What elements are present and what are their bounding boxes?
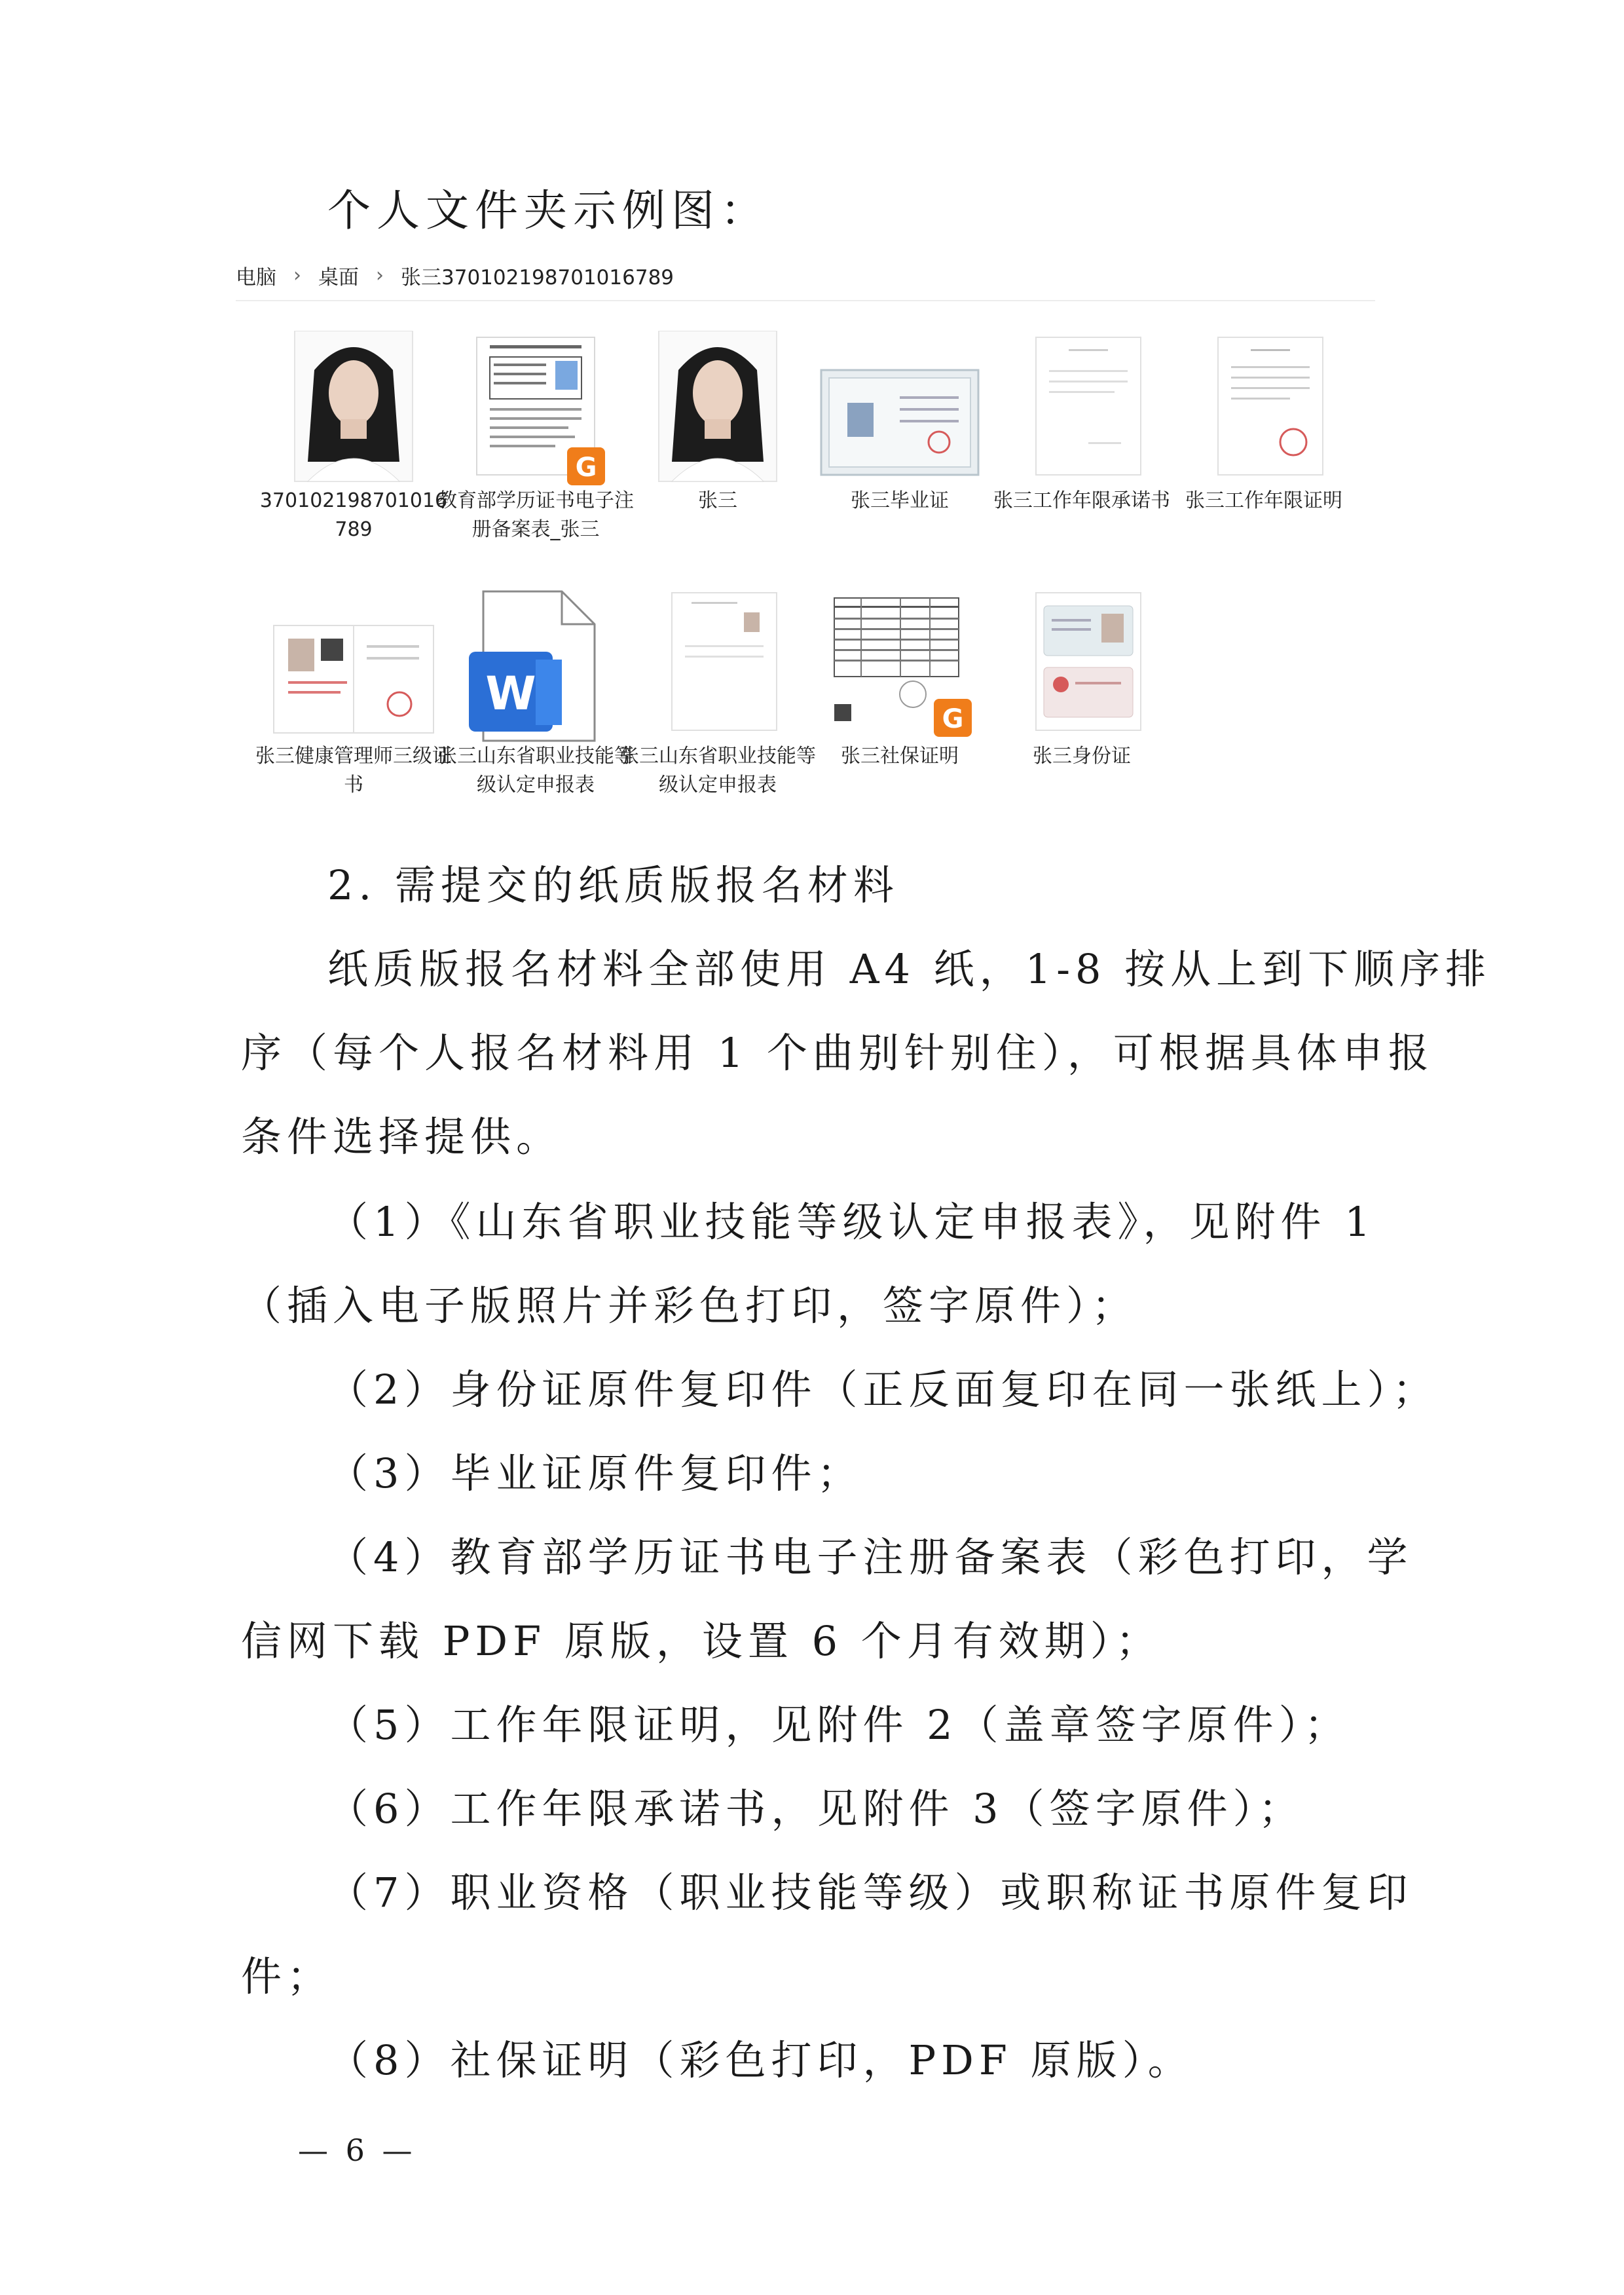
file-name: 张三社保证明 [841, 745, 959, 768]
list-item-4: （4）教育部学历证书电子注册备案表（彩色打印，学 [327, 1533, 1413, 1581]
pdf-badge-letter: G [575, 453, 597, 483]
chevron-right-icon: › [293, 264, 301, 287]
intro-line: 条件选择提供。 [241, 1113, 563, 1161]
pdf-document-thumbnail-icon [815, 586, 985, 750]
file-name: 张三山东省职业技能等级认定申报表 [619, 745, 816, 796]
list-item-2: （2）身份证原件复印件（正反面复印在同一张纸上）； [327, 1366, 1439, 1413]
list-item-4-continued: 信网下载 PDF 原版，设置 6 个月有效期）； [241, 1617, 1162, 1665]
list-item-7: （7）职业资格（职业技能等级）或职称证书原件复印 [327, 1869, 1413, 1916]
intro-line: 纸质版报名材料全部使用 A4 纸，1-8 按从上到下顺序排 [327, 945, 1492, 993]
file-name: 张三健康管理师三级证书 [255, 745, 452, 796]
file-name: 370102198701016789 [259, 489, 448, 541]
file-name: 张三身份证 [1033, 745, 1131, 768]
file-name: 张三工作年限证明 [1185, 489, 1342, 512]
photo-thumbnail-icon [268, 331, 439, 494]
file-name: 张三 [698, 489, 737, 512]
intro-line: 序（每个人报名材料用 1 个曲别针别住），可根据具体申报 [241, 1029, 1434, 1077]
list-item-1: （1）《山东省职业技能等级认定申报表》，见附件 1 [327, 1198, 1376, 1246]
word-icon-letter: W [485, 667, 536, 720]
breadcrumb [236, 261, 674, 290]
id-card-thumbnail-icon [997, 586, 1167, 750]
word-document-icon [451, 586, 621, 750]
page-number: — 6 — [298, 2133, 416, 2168]
file-name: 教育部学历证书电子注册备案表_张三 [437, 489, 634, 541]
photo-thumbnail-icon [633, 331, 803, 494]
file-name: 张三山东省职业技能等级认定申报表 [437, 745, 634, 796]
chevron-right-icon: › [376, 264, 384, 287]
document-thumbnail-icon [997, 331, 1167, 494]
section-title: 2. 需提交的纸质版报名材料 [327, 861, 899, 909]
list-item-5: （5）工作年限证明，见附件 2（盖章签字原件）； [327, 1701, 1350, 1749]
certificate-thumbnail-icon [268, 586, 439, 750]
list-item-6: （6）工作年限承诺书，见附件 3（签字原件）； [327, 1785, 1304, 1833]
example-heading: 个人文件夹示例图： [327, 185, 769, 236]
document-thumbnail-icon [633, 586, 803, 750]
breadcrumb-item-desktop[interactable]: 桌面 [318, 266, 359, 289]
breadcrumb-item-folder[interactable]: 张三370102198701016789 [401, 266, 674, 289]
breadcrumb-item-computer[interactable]: 电脑 [236, 266, 276, 289]
breadcrumb-divider [236, 300, 1375, 301]
document-thumbnail-icon [1179, 331, 1349, 494]
list-item-3: （3）毕业证原件复印件； [327, 1449, 863, 1497]
file-name: 张三毕业证 [851, 489, 949, 512]
list-item-8: （8）社保证明（彩色打印，PDF 原版）。 [327, 2036, 1194, 2084]
list-item-7-continued: 件； [241, 1952, 333, 2000]
file-name: 张三工作年限承诺书 [993, 489, 1170, 512]
list-item-1-continued: （插入电子版照片并彩色打印，签字原件）； [241, 1282, 1138, 1330]
certificate-thumbnail-icon [815, 331, 985, 494]
pdf-document-thumbnail-icon [451, 331, 621, 494]
pdf-badge-letter: G [942, 704, 964, 734]
